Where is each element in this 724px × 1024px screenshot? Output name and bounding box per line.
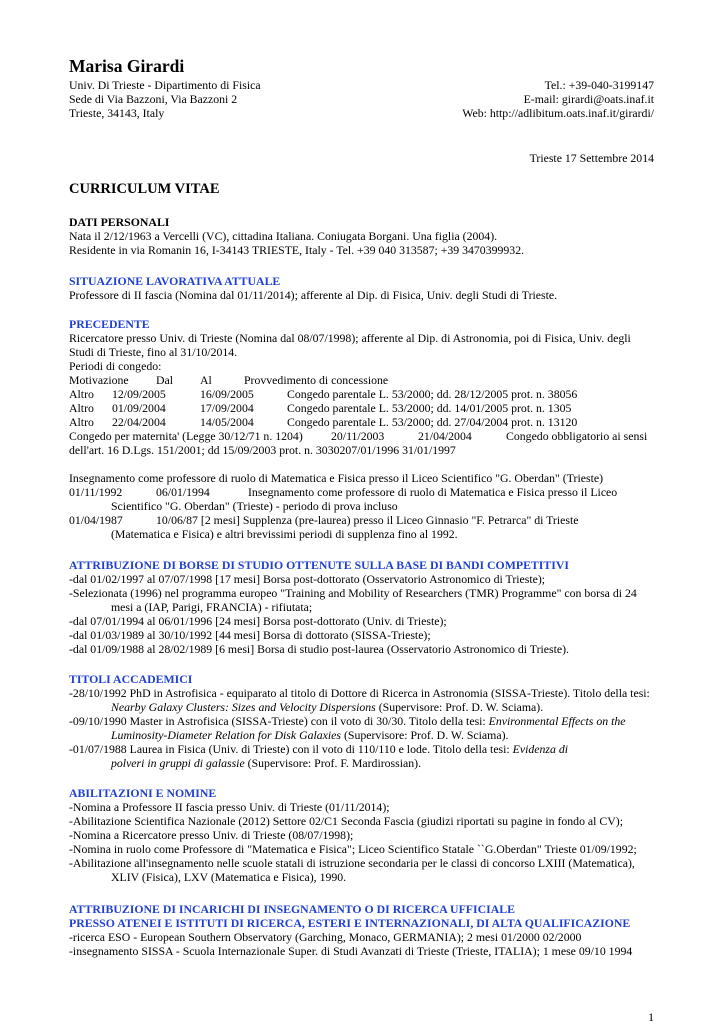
cell: 21/04/2004 — [418, 429, 472, 443]
text-line: Residente in via Romanin 16, I-34143 TRIESTE, Italy - Tel. +39 040 313587; +39 3470399932. — [69, 243, 525, 257]
col-provvedimento: Provvedimento di concessione — [244, 373, 389, 387]
leave-table-row — [69, 401, 669, 415]
leave-table-header — [69, 373, 669, 387]
text: -01/07/1988 Laurea in Fisica (Univ. di Trieste) con il voto di 110/110 e lode. Titolo della tesi: — [69, 742, 513, 756]
text-line: Scientifico "G. Oberdan" (Trieste) - periodo di prova incluso — [111, 499, 398, 513]
list-item: -dal 07/01/1994 al 06/01/1996 [24 mesi] Borsa post-dottorato (Univ. di Trieste); — [69, 614, 447, 628]
text-line: (Matematica e Fisica) e altri brevissimi periodi di supplenza fino al 1992. — [111, 527, 458, 541]
cell: 01/11/1992 — [69, 485, 123, 499]
cell: 17/09/2004 — [200, 401, 254, 415]
cell: 01/09/2004 — [112, 401, 166, 415]
list-item: -Nomina in ruolo come Professore di "Matematica e Fisica"; Liceo Scientifico Statale ``G.Oberdan" Trieste 01/09/1992; — [69, 842, 637, 856]
section-title: ABILITAZIONI E NOMINE — [69, 786, 217, 800]
section-titoli — [69, 672, 654, 770]
list-item: -Selezionata (1996) nel programma europeo "Training and Mobility of Researchers (TMR) Programme" con borsa di 24 mesi a (IAP, Parigi, FRANCIA) - rifiutata; — [69, 586, 637, 614]
cell: 12/09/2005 — [112, 387, 166, 401]
document-date: Trieste 17 Settembre 2014 — [529, 151, 654, 165]
cell: Congedo parentale L. 53/2000; dd. 14/01/2005 prot. n. 1305 — [287, 401, 572, 415]
cell: Congedo parentale L. 53/2000; dd. 28/12/2005 prot. n. 38056 — [287, 387, 578, 401]
thesis-title: Nearby Galaxy Clusters: Sizes and Velocity Dispersions — [111, 700, 376, 714]
col-motivazione: Motivazione — [69, 373, 129, 387]
leave-table-row — [69, 415, 669, 429]
address-line: Trieste, 34143, Italy — [69, 106, 165, 120]
list-item: -Abilitazione Scientifica Nazionale (2012) Settore 02/C1 Seconda Fascia (giudizi riportati su pagine in fondo al CV); — [69, 814, 623, 828]
list-item: -dal 01/02/1997 al 07/07/1998 [17 mesi] Borsa post-dottorato (Osservatorio Astronomico di Trieste); — [69, 572, 546, 586]
list-item: -dal 01/03/1989 al 30/10/1992 [44 mesi] Borsa di dottorato (SISSA-Trieste); — [69, 628, 431, 642]
cell: 06/01/1994 — [156, 485, 210, 499]
section-title: TITOLI ACCADEMICI — [69, 672, 193, 686]
leave-table-row — [69, 387, 669, 401]
col-dal: Dal — [156, 373, 174, 387]
list-item: -Nomina a Ricercatore presso Univ. di Trieste (08/07/1998); — [69, 828, 354, 842]
cell: 10/06/87 [2 mesi] Supplenza (pre-laurea) presso il Liceo Ginnasio "F. Petrarca" di Trieste — [156, 513, 579, 527]
section-title: PRECEDENTE — [69, 317, 150, 331]
cell: Insegnamento come professore di ruolo di Matematica e Fisica presso il Liceo — [248, 485, 618, 499]
section-abilitazioni — [69, 786, 659, 884]
section-title: ATTRIBUZIONE DI BORSE DI STUDIO OTTENUTE SULLA BASE DI BANDI COMPETITIVI — [69, 558, 569, 572]
teaching-row — [69, 485, 669, 499]
cell: Altro — [69, 401, 94, 415]
email: E-mail: girardi@oats.inaf.it — [523, 92, 654, 106]
text-line: Studi di Trieste, fino al 31/10/2014. — [69, 345, 238, 359]
section-title: PRESSO ATENEI E ISTITUTI DI RICERCA, ESTERI E INTERNAZIONALI, DI ALTA QUALIFICAZIONE — [69, 916, 631, 930]
thesis-title: Evidenza di polveri in gruppi di galassie — [111, 742, 569, 770]
text: -09/10/1990 Master in Astrofisica (SISSA-Trieste) con il voto di 30/30. Titolo della tesi: — [69, 714, 489, 728]
text-line: dell'art. 16 D.Lgs. 151/2001; dd 15/09/2003 prot. n. 3030207/01/1996 31/01/1997 — [69, 443, 456, 457]
text-line: Insegnamento come professore di ruolo di Matematica e Fisica presso il Liceo Scientifico "G. Oberdan" (Trieste) — [69, 471, 604, 485]
section-title: SITUAZIONE LAVORATIVA ATTUALE — [69, 274, 281, 288]
section-incarichi — [69, 902, 669, 958]
text-line: Ricercatore presso Univ. di Trieste (Nomina dal 08/07/1998); afferente al Dip. di Astronomia, poi di Fisica, Univ. degli — [69, 331, 631, 345]
author-name: Marisa Girardi — [69, 56, 185, 76]
cell: 14/05/2004 — [200, 415, 254, 429]
list-item — [69, 714, 654, 742]
col-al: Al — [200, 373, 212, 387]
text: (Supervisore: Prof. D. W. Sciama). — [341, 728, 509, 742]
website: Web: http://adlibitum.oats.inaf.it/girardi/ — [462, 106, 654, 120]
teaching-row — [69, 513, 669, 527]
list-item: -ricerca ESO - European Southern Observatory (Garching, Monaco, GERMANIA); 2 mesi 01/2000 02/2000 — [69, 930, 582, 944]
cell: Congedo parentale L. 53/2000; dd. 27/04/2004 prot. n. 13120 — [287, 415, 578, 429]
cell: 22/04/2004 — [112, 415, 166, 429]
text-line: Professore di II fascia (Nomina dal 01/11/2014); afferente al Dip. di Fisica, Univ. degli Studi di Trieste. — [69, 288, 558, 302]
list-item: -Abilitazione all'insegnamento nelle scuole statali di istruzione secondaria per le classi di concorso LXIII (Matematica), XLIV (Fisica), LXV (Matematica e Fisica), 1990. — [69, 856, 635, 884]
section-precedente — [69, 317, 669, 541]
text: (Supervisore: Prof. D. W. Sciama). — [375, 700, 544, 714]
section-title: DATI PERSONALI — [69, 215, 170, 229]
section-borse — [69, 558, 659, 656]
section-dati-personali — [69, 215, 659, 257]
cell: Altro — [69, 415, 94, 429]
address-block — [69, 78, 261, 120]
text: -28/10/1992 PhD in Astrofisica - equiparato al titolo di Dottore di Ricerca in Astronomia (SISSA-Trieste). Titolo della tesi: — [69, 686, 650, 700]
page-number: 1 — [648, 1010, 654, 1024]
text-line: Nata il 2/12/1963 a Vercelli (VC), cittadina Italiana. Coniugata Borgani. Una figlia (2004). — [69, 229, 498, 243]
document-title: CURRICULUM VITAE — [69, 181, 220, 197]
cell: Congedo obbligatorio ai sensi — [506, 429, 648, 443]
section-situazione — [69, 274, 659, 302]
list-item: -dal 01/09/1988 al 28/02/1989 [6 mesi] Borsa di studio post-laurea (Osservatorio Astronomico di Trieste). — [69, 642, 569, 656]
cell: Congedo per maternita' (Legge 30/12/71 n. 1204) — [69, 429, 303, 443]
section-title: ATTRIBUZIONE DI INCARICHI DI INSEGNAMENTO O DI RICERCA UFFICIALE — [69, 902, 515, 916]
maternity-row — [69, 429, 669, 443]
contact-block — [462, 78, 654, 120]
address-line: Sede di Via Bazzoni, Via Bazzoni 2 — [69, 92, 238, 106]
cell: Altro — [69, 387, 94, 401]
phone: Tel.: +39-040-3199147 — [544, 78, 654, 92]
text: (Supervisore: Prof. F. Mardirossian). — [244, 756, 422, 770]
cell: 16/09/2005 — [200, 387, 254, 401]
cell: 01/04/1987 — [69, 513, 123, 527]
text-line: Periodi di congedo: — [69, 359, 162, 373]
list-item — [69, 742, 654, 770]
thesis-title: Environmental Effects on the Luminosity-Diameter Relation for Disk Galaxies — [111, 714, 626, 742]
list-item — [69, 686, 654, 714]
cell: 20/11/2003 — [331, 429, 385, 443]
address-line: Univ. Di Trieste - Dipartimento di Fisica — [69, 78, 261, 92]
list-item: -insegnamento SISSA - Scuola Internazionale Super. di Studi Avanzati di Trieste (Trieste, ITALIA); 1 mese 09/10 1994 — [69, 944, 633, 958]
list-item: -Nomina a Professore II fascia presso Univ. di Trieste (01/11/2014); — [69, 800, 390, 814]
